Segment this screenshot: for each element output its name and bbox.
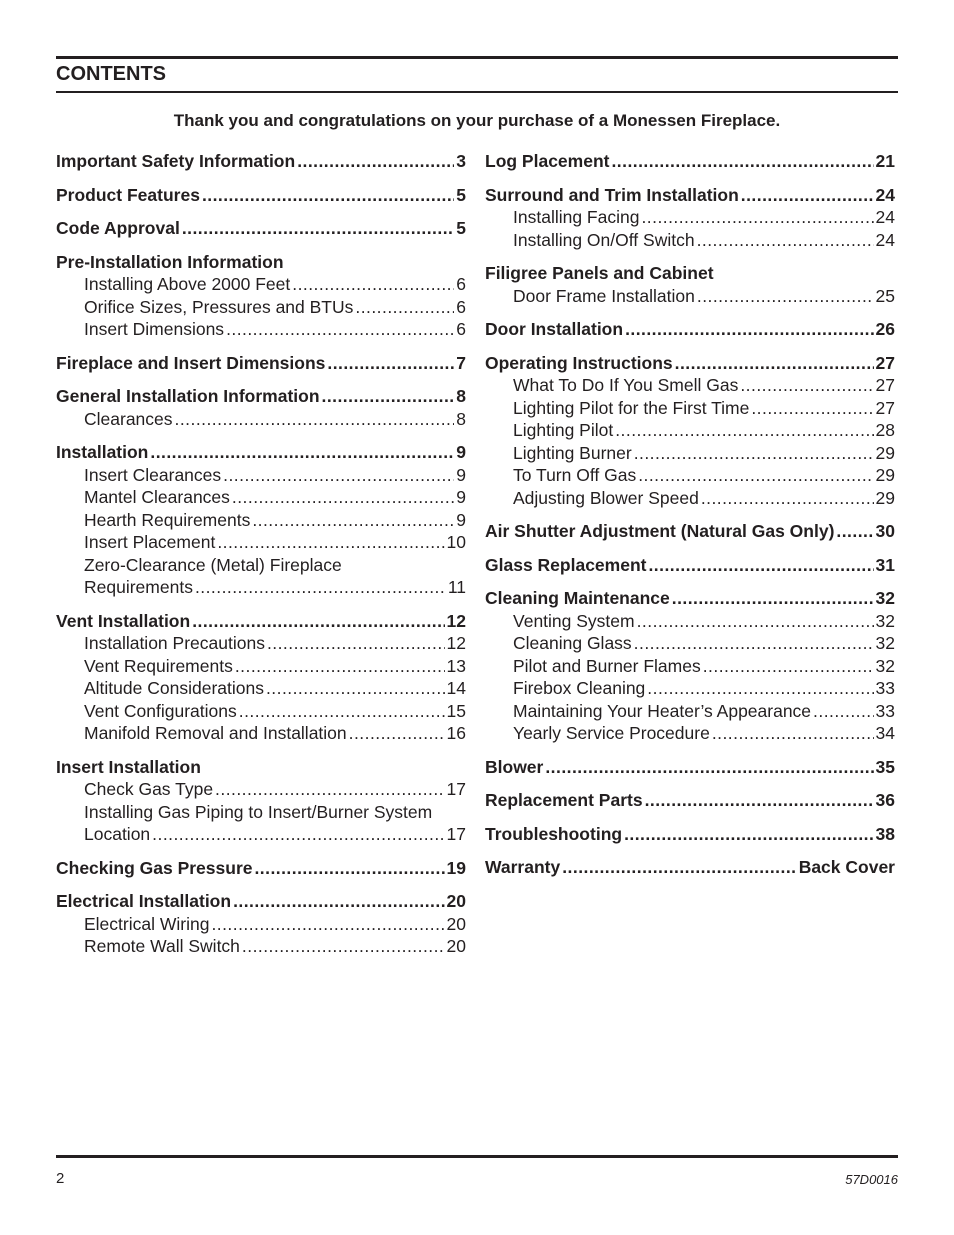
toc-subentry-title: Lighting Pilot for the First Time bbox=[513, 397, 750, 418]
toc-section bbox=[56, 352, 466, 375]
top-rule bbox=[56, 56, 898, 59]
toc-entry-title: General Installation Information bbox=[56, 386, 320, 406]
toc-section bbox=[485, 587, 895, 745]
dot-leader bbox=[697, 285, 874, 308]
dot-leader bbox=[645, 789, 874, 812]
toc-subentry-page: 32 bbox=[875, 655, 895, 676]
toc-subentry-title: Manifold Removal and Installation bbox=[84, 723, 347, 743]
toc-entry-title: Troubleshooting bbox=[485, 823, 623, 844]
toc-subentry[interactable] bbox=[485, 397, 895, 420]
toc-subentry-page: 6 bbox=[456, 274, 466, 294]
toc-subentry[interactable] bbox=[56, 722, 466, 745]
toc-entry-page: 30 bbox=[875, 521, 895, 541]
toc-subentry[interactable] bbox=[56, 408, 466, 431]
toc-entry-page: 8 bbox=[456, 386, 466, 406]
toc-entry-page: 3 bbox=[456, 151, 466, 171]
dot-leader bbox=[634, 632, 874, 655]
toc-subentry-page: 12 bbox=[446, 633, 466, 653]
dot-leader bbox=[813, 700, 873, 723]
dot-leader bbox=[611, 150, 873, 173]
toc-subentry-page: 17 bbox=[446, 779, 466, 799]
toc-section bbox=[485, 756, 895, 779]
toc-subentry[interactable] bbox=[56, 486, 466, 509]
toc-entry-page: 5 bbox=[456, 184, 466, 205]
toc-subentry-page: 20 bbox=[446, 936, 466, 956]
dot-leader bbox=[267, 632, 445, 655]
toc-entry[interactable] bbox=[485, 352, 895, 375]
toc-subentry-page: 6 bbox=[456, 319, 466, 339]
toc-subentry-title: Maintaining Your Heater’s Appearance bbox=[513, 700, 812, 721]
toc-subentry[interactable] bbox=[56, 632, 466, 655]
toc-subentry-page: 14 bbox=[446, 678, 466, 698]
page-title: CONTENTS bbox=[56, 63, 166, 85]
dot-leader bbox=[545, 756, 873, 779]
toc-subentry-title: Requirements bbox=[84, 577, 193, 597]
toc-entry-page: 32 bbox=[875, 588, 895, 608]
dot-leader bbox=[625, 318, 873, 341]
toc-entry[interactable] bbox=[56, 150, 466, 173]
toc-subentry-page: 33 bbox=[875, 678, 895, 698]
toc-entry-title: Door Installation bbox=[485, 319, 624, 339]
toc-subentry-title: Clearances bbox=[84, 408, 173, 429]
toc-subentry-title: Mantel Clearances bbox=[84, 487, 230, 507]
toc-entry[interactable] bbox=[56, 441, 466, 464]
toc-subentry[interactable] bbox=[56, 823, 466, 846]
document-code: 57D0016 bbox=[845, 1172, 898, 1187]
toc-subentry-page: 8 bbox=[456, 408, 466, 429]
toc-entry-title: Warranty bbox=[485, 857, 561, 877]
toc-subentry-title: Location bbox=[84, 824, 151, 844]
toc-entry[interactable] bbox=[56, 217, 466, 240]
toc-section bbox=[56, 217, 466, 240]
toc-entry[interactable] bbox=[56, 890, 466, 913]
toc-entry-page: 24 bbox=[875, 184, 895, 205]
toc-subentry-title: Installing Gas Piping to Insert/Burner System bbox=[84, 801, 433, 822]
dot-leader bbox=[638, 464, 873, 487]
toc-section bbox=[485, 318, 895, 341]
toc-entry[interactable] bbox=[56, 251, 466, 274]
toc-subentry-page: 17 bbox=[446, 824, 466, 844]
toc-subentry-page: 10 bbox=[446, 532, 466, 552]
dot-leader bbox=[355, 296, 454, 319]
toc-section bbox=[485, 554, 895, 577]
toc-subentry-title: Hearth Requirements bbox=[84, 509, 251, 530]
toc-entry-title: Replacement Parts bbox=[485, 790, 643, 810]
toc-section bbox=[56, 251, 466, 341]
toc-entry-page: 20 bbox=[446, 891, 466, 911]
toc-entry-title: Glass Replacement bbox=[485, 554, 647, 575]
toc-subentry[interactable] bbox=[56, 655, 466, 678]
dot-leader bbox=[233, 890, 444, 913]
toc-entry-title: Important Safety Information bbox=[56, 151, 296, 171]
toc-entry[interactable] bbox=[485, 318, 895, 341]
toc-entry-title: Air Shutter Adjustment (Natural Gas Only) bbox=[485, 521, 835, 541]
toc-subentry-page: 25 bbox=[875, 285, 895, 306]
toc-subentry-page: 9 bbox=[456, 464, 466, 485]
toc-subentry-title: Pilot and Burner Flames bbox=[513, 655, 701, 676]
toc-subentry[interactable] bbox=[56, 576, 466, 599]
toc-subentry[interactable] bbox=[485, 677, 895, 700]
toc-section bbox=[485, 150, 895, 173]
toc-entry-page: 12 bbox=[446, 610, 466, 631]
toc-subentry[interactable] bbox=[485, 632, 895, 655]
dot-leader bbox=[252, 509, 454, 532]
title-rule bbox=[56, 91, 898, 93]
toc-subentry-title: Remote Wall Switch bbox=[84, 936, 240, 956]
dot-leader bbox=[254, 857, 444, 880]
dot-leader bbox=[712, 722, 874, 745]
dot-leader bbox=[648, 554, 873, 577]
dot-leader bbox=[615, 419, 873, 442]
toc-entry-title: Operating Instructions bbox=[485, 352, 673, 373]
toc-subentry-page: 13 bbox=[446, 655, 466, 676]
toc-entry[interactable] bbox=[485, 554, 895, 577]
dot-leader bbox=[226, 318, 454, 341]
toc-section bbox=[56, 857, 466, 880]
toc-subentry-title: Vent Configurations bbox=[84, 700, 237, 721]
toc-subentry[interactable] bbox=[485, 229, 895, 252]
toc-section bbox=[485, 823, 895, 846]
toc-subentry[interactable] bbox=[56, 273, 466, 296]
toc-entry[interactable] bbox=[56, 352, 466, 375]
toc-subentry-title: Insert Dimensions bbox=[84, 319, 225, 339]
dot-leader bbox=[232, 486, 454, 509]
dot-leader bbox=[697, 229, 874, 252]
toc-subentry-title: Vent Requirements bbox=[84, 655, 233, 676]
toc-section bbox=[56, 756, 466, 846]
toc-entry-title: Surround and Trim Installation bbox=[485, 184, 739, 205]
toc-section bbox=[485, 262, 895, 307]
toc-entry-title: Insert Installation bbox=[56, 756, 201, 777]
toc-subentry-page: 29 bbox=[875, 465, 895, 485]
dot-leader bbox=[624, 823, 873, 846]
toc-left-column bbox=[56, 150, 466, 969]
dot-leader bbox=[150, 441, 454, 464]
dot-leader bbox=[836, 520, 873, 543]
toc-section bbox=[56, 184, 466, 207]
dot-leader bbox=[297, 150, 454, 173]
toc-subentry[interactable] bbox=[56, 700, 466, 723]
toc-subentry-page: 11 bbox=[447, 577, 466, 597]
dot-leader bbox=[211, 913, 444, 936]
toc-entry[interactable] bbox=[56, 756, 466, 779]
toc-subentry-title: Lighting Burner bbox=[513, 442, 632, 463]
toc-subentry[interactable] bbox=[485, 700, 895, 723]
toc-subentry-title: Adjusting Blower Speed bbox=[513, 487, 699, 508]
toc-subentry-title: Installing Above 2000 Feet bbox=[84, 274, 291, 294]
toc-subentry[interactable] bbox=[485, 374, 895, 397]
toc-entry[interactable] bbox=[56, 857, 466, 880]
dot-leader bbox=[292, 273, 454, 296]
toc-subentry-page: 32 bbox=[875, 610, 895, 631]
dot-leader bbox=[751, 397, 873, 420]
toc-subentry-page: 24 bbox=[875, 229, 895, 250]
toc-section bbox=[485, 789, 895, 812]
toc-subentry-title: Insert Placement bbox=[84, 532, 216, 552]
toc-subentry[interactable] bbox=[56, 677, 466, 700]
toc-section bbox=[485, 856, 895, 879]
toc-subentry-title: Venting System bbox=[513, 610, 635, 631]
toc-subentry[interactable] bbox=[485, 487, 895, 510]
toc-subentry-title: Installing On/Off Switch bbox=[513, 229, 695, 250]
toc-entry-page: 21 bbox=[875, 151, 895, 171]
toc-entry[interactable] bbox=[485, 823, 895, 846]
toc-entry[interactable] bbox=[485, 520, 895, 543]
dot-leader bbox=[637, 610, 874, 633]
toc-subentry-title: What To Do If You Smell Gas bbox=[513, 375, 739, 395]
toc-entry-page: Back Cover bbox=[798, 857, 895, 877]
dot-leader bbox=[672, 587, 874, 610]
toc-subentry-title: Orifice Sizes, Pressures and BTUs bbox=[84, 296, 354, 317]
toc-subentry[interactable] bbox=[485, 285, 895, 308]
toc-entry[interactable] bbox=[56, 385, 466, 408]
toc-section bbox=[485, 352, 895, 510]
toc-subentry-title: Door Frame Installation bbox=[513, 285, 695, 306]
toc-section bbox=[56, 890, 466, 958]
toc-entry-title: Filigree Panels and Cabinet bbox=[485, 263, 714, 283]
toc-entry-title: Product Features bbox=[56, 184, 200, 205]
toc-entry-title: Code Approval bbox=[56, 218, 180, 238]
toc-entry-title: Blower bbox=[485, 756, 544, 777]
dot-leader bbox=[266, 677, 445, 700]
toc-subentry-title: Installing Facing bbox=[513, 207, 640, 227]
toc-subentry-page: 33 bbox=[875, 700, 895, 721]
toc-entry-page: 38 bbox=[875, 823, 895, 844]
toc-subentry-title: Electrical Wiring bbox=[84, 913, 210, 934]
dot-leader bbox=[647, 677, 873, 700]
toc-entry-title: Vent Installation bbox=[56, 610, 191, 631]
toc-entry[interactable] bbox=[485, 184, 895, 207]
toc-entry[interactable] bbox=[485, 856, 895, 879]
toc-entry[interactable] bbox=[485, 587, 895, 610]
toc-subentry[interactable] bbox=[485, 442, 895, 465]
footer-rule bbox=[56, 1155, 898, 1158]
dot-leader bbox=[634, 442, 874, 465]
toc-subentry-page: 24 bbox=[875, 207, 895, 227]
toc-subentry-page: 16 bbox=[446, 723, 466, 743]
dot-leader bbox=[195, 576, 446, 599]
toc-subentry-title: Firebox Cleaning bbox=[513, 678, 646, 698]
toc-subentry[interactable] bbox=[56, 531, 466, 554]
dot-leader bbox=[223, 464, 454, 487]
toc-subentry-title: To Turn Off Gas bbox=[513, 465, 637, 485]
toc-subentry[interactable] bbox=[56, 554, 466, 577]
dot-leader bbox=[675, 352, 874, 375]
toc-subentry-title: Check Gas Type bbox=[84, 779, 214, 799]
dot-leader bbox=[217, 531, 444, 554]
dot-leader bbox=[703, 655, 874, 678]
toc-section bbox=[56, 610, 466, 745]
toc-section bbox=[56, 150, 466, 173]
toc-entry[interactable] bbox=[485, 262, 895, 285]
toc-entry-page: 9 bbox=[456, 442, 466, 462]
toc-entry-title: Installation bbox=[56, 442, 149, 462]
dot-leader bbox=[152, 823, 444, 846]
toc-subentry[interactable] bbox=[485, 206, 895, 229]
toc-subentry-page: 15 bbox=[446, 700, 466, 721]
dot-leader bbox=[182, 217, 454, 240]
toc-subentry-page: 29 bbox=[875, 442, 895, 463]
dot-leader bbox=[192, 610, 444, 633]
toc-subentry-page: 32 bbox=[875, 633, 895, 653]
toc-subentry-page: 28 bbox=[875, 420, 895, 440]
dot-leader bbox=[215, 778, 444, 801]
dot-leader bbox=[327, 352, 454, 375]
toc-entry-title: Checking Gas Pressure bbox=[56, 857, 253, 878]
dot-leader bbox=[741, 184, 874, 207]
toc-subentry-title: Zero-Clearance (Metal) Fireplace bbox=[84, 554, 342, 575]
toc-subentry[interactable] bbox=[485, 419, 895, 442]
dot-leader bbox=[235, 655, 445, 678]
toc-entry-page: 35 bbox=[875, 756, 895, 777]
toc-entry[interactable] bbox=[56, 610, 466, 633]
toc-subentry-title: Insert Clearances bbox=[84, 464, 222, 485]
intro-text: Thank you and congratulations on your purchase of a Monessen Fireplace. bbox=[173, 111, 781, 130]
toc-entry-title: Cleaning Maintenance bbox=[485, 588, 670, 608]
toc-entry-page: 5 bbox=[456, 218, 466, 238]
toc-entry-title: Fireplace and Insert Dimensions bbox=[56, 352, 326, 373]
page-number: 2 bbox=[56, 1170, 65, 1187]
dot-leader bbox=[562, 856, 796, 879]
toc-subentry[interactable] bbox=[56, 318, 466, 341]
toc-entry[interactable] bbox=[485, 150, 895, 173]
toc-entry-page: 26 bbox=[875, 319, 895, 339]
toc-entry-page: 31 bbox=[875, 554, 895, 575]
toc-subentry-page: 9 bbox=[456, 509, 466, 530]
toc-section bbox=[56, 441, 466, 599]
toc-entry[interactable] bbox=[485, 789, 895, 812]
toc-subentry[interactable] bbox=[56, 296, 466, 319]
toc-entry-page: 36 bbox=[875, 790, 895, 810]
dot-leader bbox=[740, 374, 873, 397]
toc-subentry-title: Lighting Pilot bbox=[513, 420, 614, 440]
toc-entry-page: 27 bbox=[875, 352, 895, 373]
toc-subentry[interactable] bbox=[56, 935, 466, 958]
toc-right-column bbox=[485, 150, 895, 890]
toc-subentry-title: Altitude Considerations bbox=[84, 678, 264, 698]
dot-leader bbox=[349, 722, 445, 745]
toc-entry[interactable] bbox=[56, 184, 466, 207]
toc-subentry-page: 6 bbox=[456, 296, 466, 317]
toc-subentry-page: 27 bbox=[875, 375, 895, 395]
toc-entry-title: Pre-Installation Information bbox=[56, 251, 284, 272]
toc-subentry[interactable] bbox=[485, 610, 895, 633]
dot-leader bbox=[175, 408, 455, 431]
dot-leader bbox=[322, 385, 455, 408]
dot-leader bbox=[239, 700, 445, 723]
toc-subentry[interactable] bbox=[56, 913, 466, 936]
toc-entry-title: Electrical Installation bbox=[56, 891, 232, 911]
toc-subentry[interactable] bbox=[485, 655, 895, 678]
toc-subentry-page: 29 bbox=[875, 487, 895, 508]
toc-subentry[interactable] bbox=[485, 722, 895, 745]
toc-subentry-page: 27 bbox=[875, 397, 895, 418]
toc-subentry[interactable] bbox=[56, 778, 466, 801]
toc-entry-title: Log Placement bbox=[485, 151, 610, 171]
toc-section bbox=[56, 385, 466, 430]
dot-leader bbox=[242, 935, 445, 958]
toc-subentry-title: Yearly Service Procedure bbox=[513, 723, 710, 743]
dot-leader bbox=[202, 184, 454, 207]
toc-subentry[interactable] bbox=[56, 464, 466, 487]
toc-subentry[interactable] bbox=[485, 464, 895, 487]
toc-subentry-title: Cleaning Glass bbox=[513, 633, 632, 653]
toc-subentry-page: 9 bbox=[456, 487, 466, 507]
toc-section bbox=[485, 520, 895, 543]
toc-entry-page: 19 bbox=[446, 857, 466, 878]
toc-subentry[interactable] bbox=[56, 509, 466, 532]
toc-subentry-title: Installation Precautions bbox=[84, 633, 265, 653]
toc-entry-page: 7 bbox=[456, 352, 466, 373]
toc-subentry-page: 20 bbox=[446, 913, 466, 934]
toc-entry[interactable] bbox=[485, 756, 895, 779]
toc-subentry[interactable] bbox=[56, 801, 466, 824]
dot-leader bbox=[701, 487, 874, 510]
toc-subentry-page: 34 bbox=[875, 723, 895, 743]
dot-leader bbox=[641, 206, 873, 229]
toc-section bbox=[485, 184, 895, 252]
